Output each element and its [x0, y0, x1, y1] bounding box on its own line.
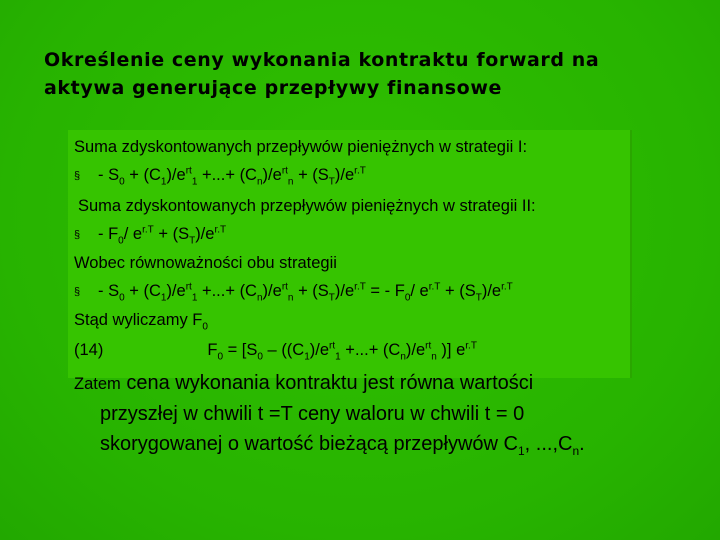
square-bullet-icon: §	[74, 170, 81, 182]
text-strategy-1-heading: Suma zdyskontowanych przepływów pieniężnych w strategii I:	[74, 138, 528, 156]
text-derive-f0: Stąd wyliczamy $F_0$	[74, 311, 208, 333]
formula-strategy-1: § - $S_0 + (C_1)/e^{rt}_1$ +...+ $(C_n)/e^{rt}_n + (S_T)/e^{r.T}$	[74, 165, 366, 188]
title-line-2: aktywa generujące przepływy finansowe	[44, 77, 502, 99]
formula-equivalence: § - $S_0 + (C_1)/e^{rt}_1$ +...+ $(C_n)/e^{rt}_n + (S_T)/e^{r.T}$ = - $F_0/$ $e^{r.T} + (S_T)/e^{r.T}$	[74, 281, 513, 304]
text-equivalence: Wobec równoważności obu strategii	[74, 254, 337, 272]
text-strategy-2-heading: Suma zdyskontowanych przepływów pieniężnych w strategii II:	[78, 197, 536, 215]
formula-14: (14) $F_0 = [S_0 - ((C_1)/e^{rt}_1$ +...+ $(C_n)/e^{rt}_n$ )] $e^{r.T}$	[74, 340, 477, 363]
equation-number: (14)	[74, 341, 104, 359]
title-line-1: Określenie ceny wykonania kontraktu forward na	[44, 49, 600, 71]
formula-strategy-2: § - $F_0/$ $e^{r.T} + (S_T)/e^{r.T}$	[74, 224, 227, 247]
conclusion-paragraph: Zatem cena wykonania kontraktu jest równa wartości przyszłej w chwili t =T ceny waloru w chwili t = 0 skorygowanej o wartość bieżącą przepływów $C_1$, $...,C_n$.	[74, 372, 585, 458]
square-bullet-icon: §	[74, 229, 81, 241]
slide-title	[44, 46, 704, 102]
square-bullet-icon: §	[74, 286, 81, 298]
